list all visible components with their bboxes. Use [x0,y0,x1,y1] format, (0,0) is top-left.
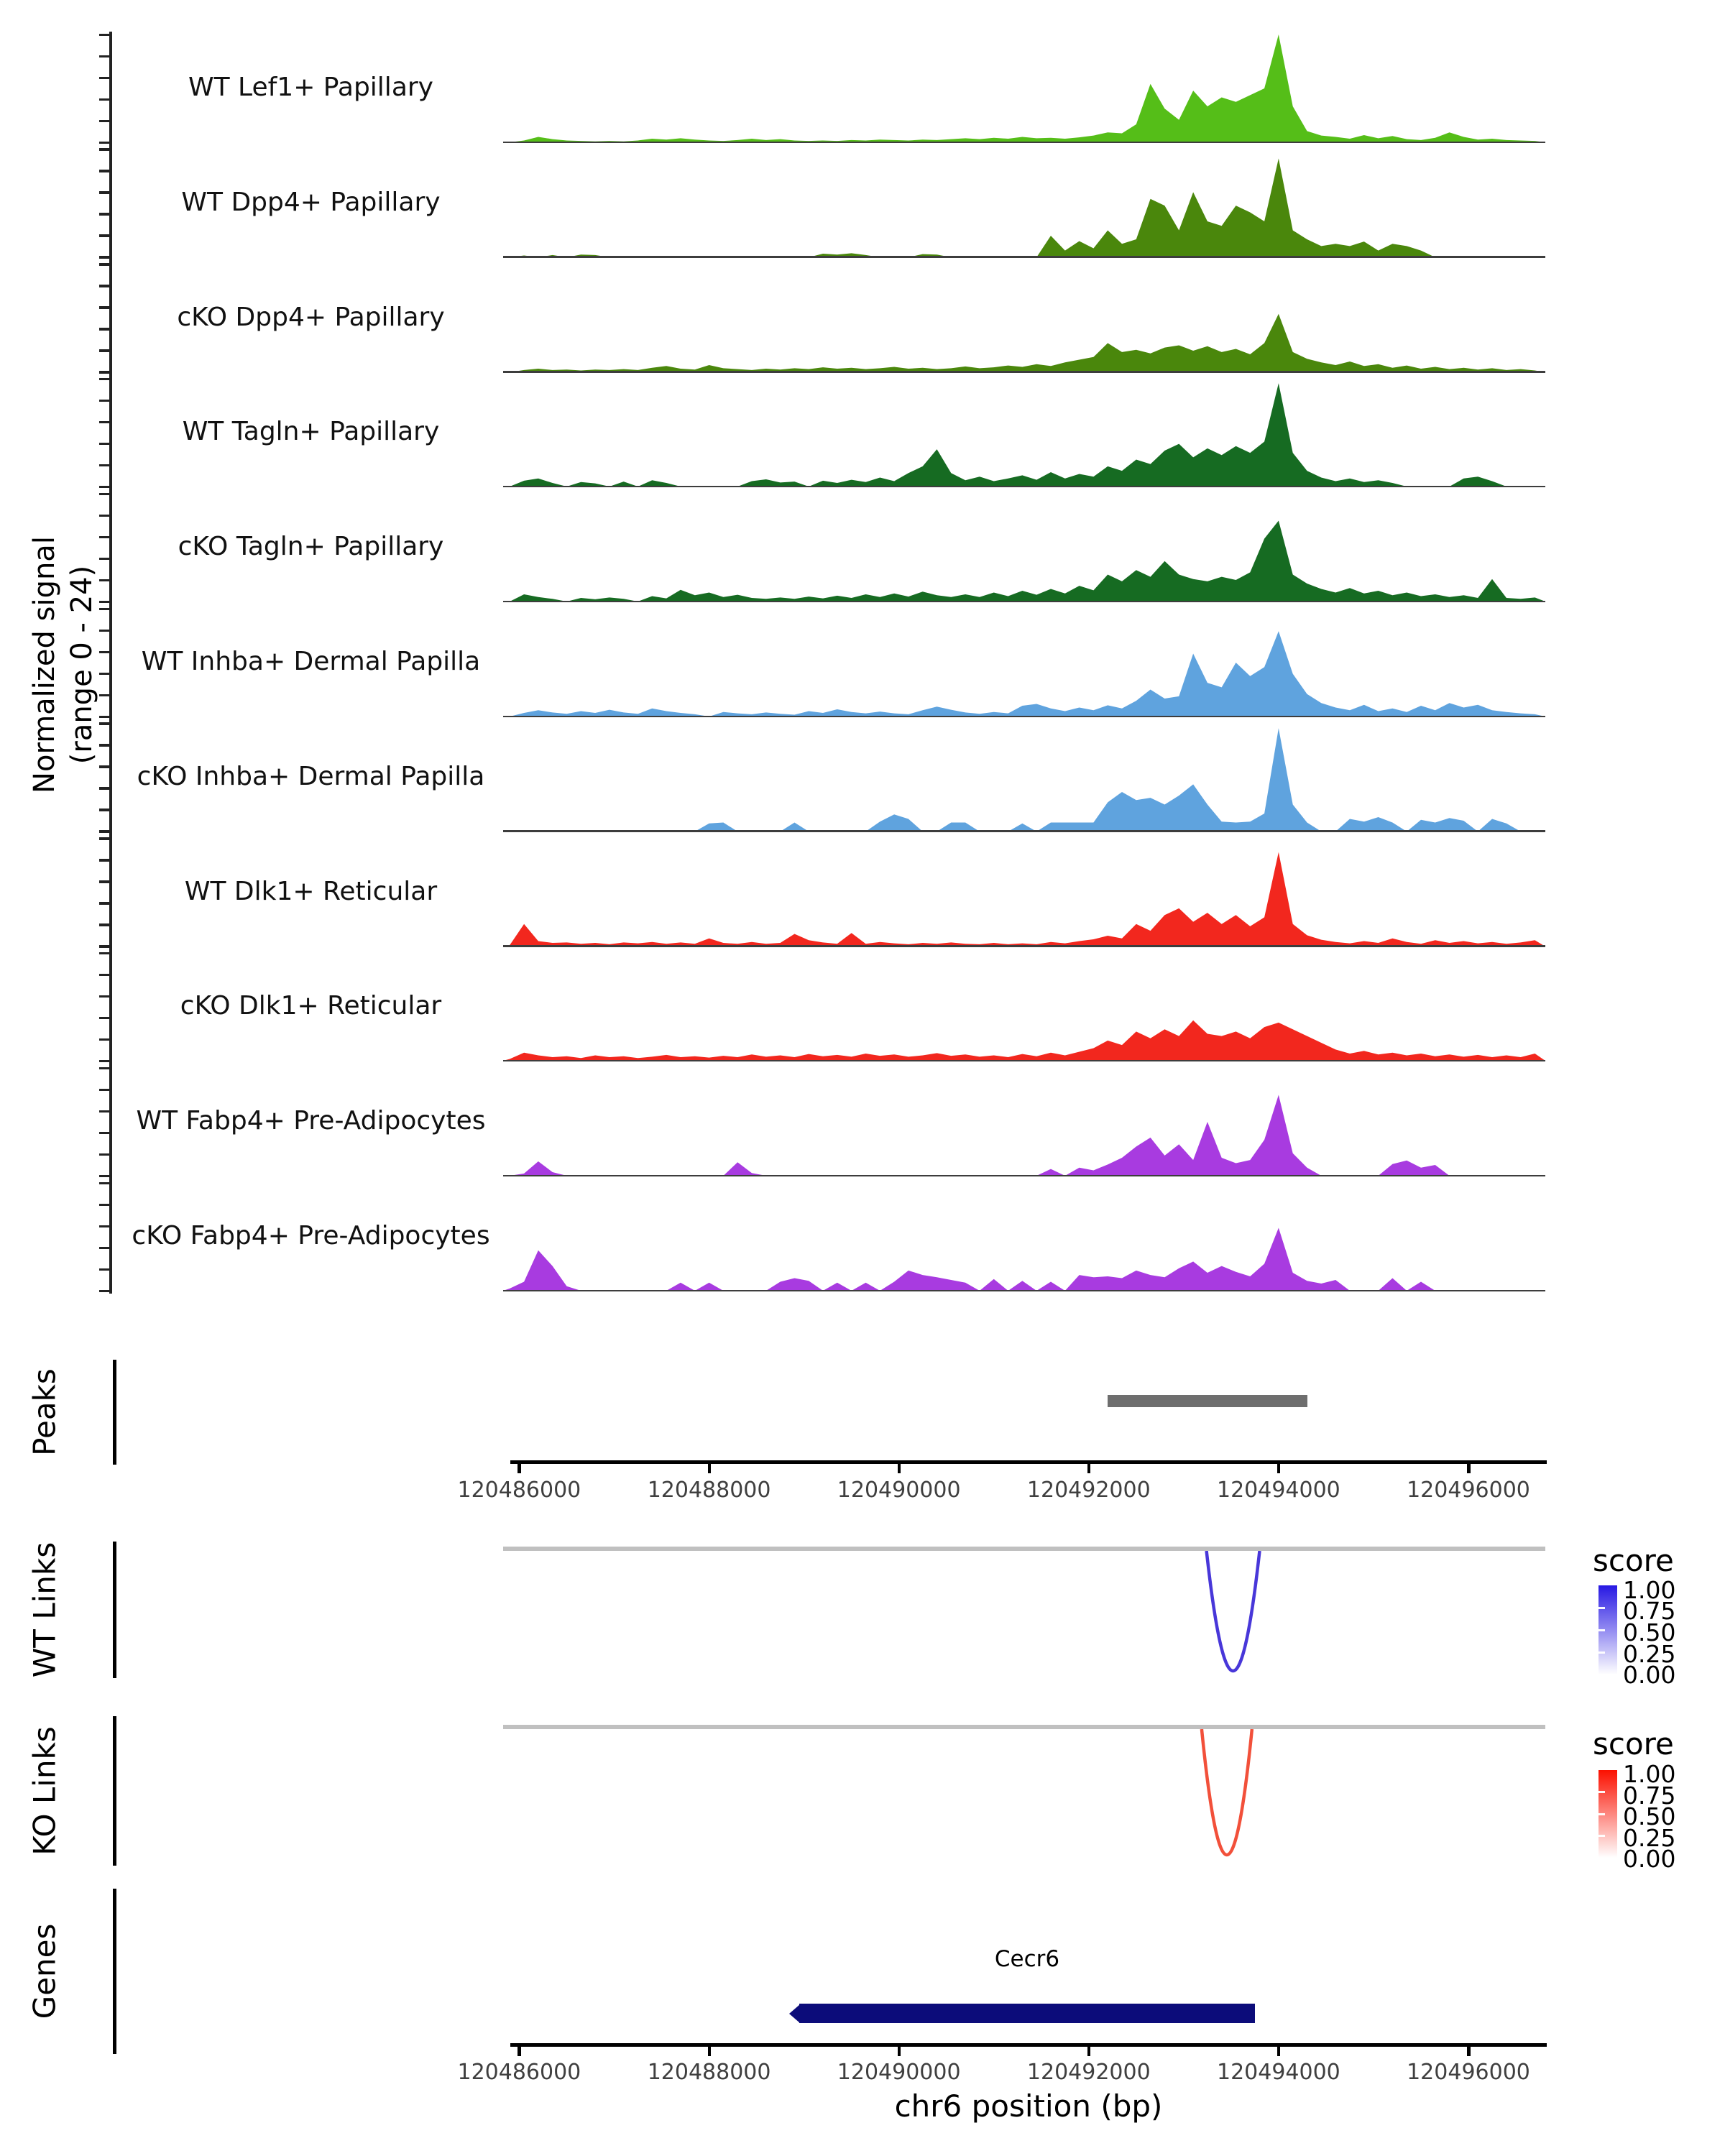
legend-tick-label: 1.00 [1623,1760,1676,1788]
legend-gradient-tick [1598,1607,1605,1609]
track-baseline [503,142,1545,144]
track-baseline [503,256,1545,258]
y-axis-tick [99,1268,111,1271]
track-label: cKO Inhba+ Dermal Papilla [137,761,485,791]
legend-tick-label: 0.75 [1623,1782,1676,1810]
axis-tick-label: 120488000 [647,2060,771,2085]
y-axis-tick [99,263,111,266]
track-baseline [503,601,1545,603]
axis-tick [1087,2047,1091,2056]
ko-score-gradient [1598,1770,1617,1858]
wt-links-section-label: WT Links [27,1542,63,1678]
y-axis-tick [99,830,111,833]
y-axis-tick [99,256,111,259]
legend-tick-label: 0.50 [1623,1618,1676,1646]
y-axis-tick [99,55,111,58]
signal-track [503,839,1545,946]
wt-score-gradient [1598,1585,1617,1674]
axis-tick-label: 120488000 [647,1478,771,1503]
y-axis-tick [99,859,111,862]
y-axis-tick [99,400,111,402]
peaks-section-label: Peaks [27,1368,63,1456]
ko-links-bracket [113,1716,116,1866]
y-axis-title-line1: Normalized signal [28,536,61,793]
axis-tick [518,1464,521,1473]
axis-tick [708,2047,712,2056]
y-axis-line [109,32,112,1294]
wt-links-bracket [113,1542,116,1678]
legend-gradient-tick [1598,1791,1605,1793]
y-axis-tick [99,486,111,489]
y-axis-tick [99,349,111,352]
y-axis-tick [99,328,111,331]
y-axis-tick [99,98,111,101]
y-axis-tick [99,443,111,446]
x-axis-title: chr6 position (bp) [894,2088,1163,2124]
y-axis-tick [99,765,111,768]
axis-tick [708,1464,712,1473]
ko-links-section-label: KO Links [27,1726,63,1856]
y-axis-tick [99,1089,111,1092]
y-axis-tick [99,493,111,496]
gene-strand-arrow [789,2004,800,2023]
legend-tick-label: 0.50 [1623,1802,1676,1830]
y-axis-tick [99,601,111,604]
y-axis-tick [99,1182,111,1185]
axis-tick-label: 120496000 [1407,1478,1530,1503]
wt-score-legend-title: score [1593,1543,1674,1578]
legend-gradient-tick [1598,1629,1605,1631]
y-axis-tick [99,1060,111,1063]
coverage-area [503,953,1545,1061]
y-axis-tick [99,170,111,172]
signal-track [503,1183,1545,1291]
y-axis-tick [99,536,111,539]
coverage-area [503,264,1545,372]
signal-track [503,264,1545,372]
legend-gradient-tick [1598,1835,1605,1837]
peaks-bracket [113,1360,116,1465]
y-axis-tick [99,1017,111,1020]
y-axis-tick [99,579,111,582]
y-axis-tick [99,1110,111,1113]
signal-track [503,953,1545,1061]
signal-track [503,724,1545,831]
legend-tick-label: 0.25 [1623,1640,1676,1668]
track-baseline [503,830,1545,832]
track-baseline [503,486,1545,488]
track-label: cKO Fabp4+ Pre-Adipocytes [132,1221,490,1250]
coverage-area [503,839,1545,946]
axis-tick [1467,2047,1471,2056]
y-axis-tick [99,630,111,632]
track-baseline [503,1175,1545,1177]
axis-tick-label: 120490000 [837,2060,961,2085]
y-axis-tick [99,974,111,977]
y-axis-tick [99,371,111,374]
axis-tick-label: 120490000 [837,1478,961,1503]
y-axis-tick [99,880,111,883]
y-axis-tick [99,952,111,955]
axis-tick-label: 120496000 [1407,2060,1530,2085]
y-axis-tick [99,120,111,123]
y-axis-tick [99,234,111,237]
peak-region-bar [1108,1395,1307,1407]
y-axis-tick [99,923,111,926]
y-axis-tick [99,77,111,80]
track-label: cKO Tagln+ Papillary [178,532,444,562]
y-axis-tick [99,694,111,697]
y-axis-tick [99,378,111,381]
axis-tick [1467,1464,1471,1473]
axis-tick-label: 120494000 [1216,1478,1340,1503]
signal-track [503,494,1545,602]
track-baseline [503,1290,1545,1292]
y-axis-tick [99,945,111,948]
track-label: WT Tagln+ Papillary [182,417,440,447]
y-axis-tick [99,191,111,194]
legend-tick-label: 1.00 [1623,1576,1676,1604]
wt-link-arc [503,1551,1545,1680]
y-axis-tick [99,421,111,424]
axis-tick-label: 120486000 [457,2060,581,2085]
y-axis-tick [99,837,111,840]
y-axis-tick [99,558,111,561]
legend-gradient-tick [1598,1813,1605,1815]
ko-link-arc [503,1729,1545,1866]
y-axis-tick [99,1038,111,1041]
track-label: WT Lef1+ Papillary [188,73,433,102]
signal-track [503,379,1545,487]
y-axis-tick [99,1175,111,1178]
coverage-area [503,494,1545,602]
y-axis-title [26,536,101,793]
signal-track [503,149,1545,257]
y-axis-tick [99,808,111,811]
axis-line [510,2043,1547,2047]
y-axis-tick [99,787,111,790]
legend-gradient-tick [1598,1651,1605,1654]
y-axis-tick [99,651,111,654]
axis-tick-label: 120492000 [1026,1478,1151,1503]
y-axis-tick [99,1290,111,1293]
coverage-area [503,34,1545,142]
gene-name-label: Cecr6 [994,1946,1060,1972]
legend-tick-label: 0.75 [1623,1597,1676,1625]
y-axis-tick [99,744,111,747]
track-baseline [503,945,1545,947]
y-axis-tick [99,902,111,905]
track-label: WT Dlk1+ Reticular [184,876,438,906]
y-axis-tick [99,1247,111,1250]
y-axis-tick [99,995,111,998]
axis-line [510,1460,1547,1464]
track-baseline [503,1060,1545,1062]
y-axis-tick [99,1204,111,1207]
track-label: WT Inhba+ Dermal Papilla [141,647,481,676]
y-axis-tick [99,464,111,467]
y-axis-tick [99,1225,111,1228]
legend-tick-label: 0.00 [1623,1661,1676,1689]
y-axis-tick [99,148,111,151]
y-axis-tick [99,1132,111,1135]
axis-tick [1087,1464,1091,1473]
legend-tick-label: 0.00 [1623,1845,1676,1873]
genes-section-label: Genes [27,1923,63,2019]
axis-tick [1277,1464,1281,1473]
y-axis-tick [99,306,111,309]
signal-track [503,34,1545,142]
track-label: cKO Dlk1+ Reticular [180,991,442,1021]
y-axis-tick [99,142,111,144]
coverage-area [503,609,1545,717]
axis-tick [1277,2047,1281,2056]
axis-tick [898,2047,901,2056]
y-axis-tick [99,716,111,719]
y-axis-title-line2: (range 0 - 24) [65,565,98,765]
track-baseline [503,716,1545,718]
legend-tick-label: 0.25 [1623,1824,1676,1852]
axis-tick [518,2047,521,2056]
coverage-area [503,1068,1545,1176]
track-label: WT Dpp4+ Papillary [181,187,441,217]
axis-tick [898,1464,901,1473]
genes-bracket [113,1889,116,2054]
coverage-area [503,379,1545,487]
y-axis-tick [99,722,111,725]
coverage-area [503,1183,1545,1291]
y-axis-tick [99,34,111,37]
track-baseline [503,371,1545,373]
y-axis-tick [99,608,111,611]
signal-track [503,1068,1545,1176]
coverage-area [503,724,1545,831]
track-label: WT Fabp4+ Pre-Adipocytes [136,1106,486,1136]
axis-tick-label: 120486000 [457,1478,581,1503]
ko-score-legend-title: score [1593,1726,1674,1761]
gene-body [799,2004,1255,2023]
coverage-area [503,149,1545,257]
track-label: cKO Dpp4+ Papillary [177,302,445,332]
axis-tick-label: 120494000 [1216,2060,1340,2085]
y-axis-tick [99,1067,111,1070]
y-axis-tick [99,1153,111,1156]
axis-tick-label: 120492000 [1026,2060,1151,2085]
y-axis-tick [99,285,111,287]
y-axis-tick [99,213,111,216]
y-axis-tick [99,673,111,676]
y-axis-tick [99,515,111,517]
signal-track [503,609,1545,717]
